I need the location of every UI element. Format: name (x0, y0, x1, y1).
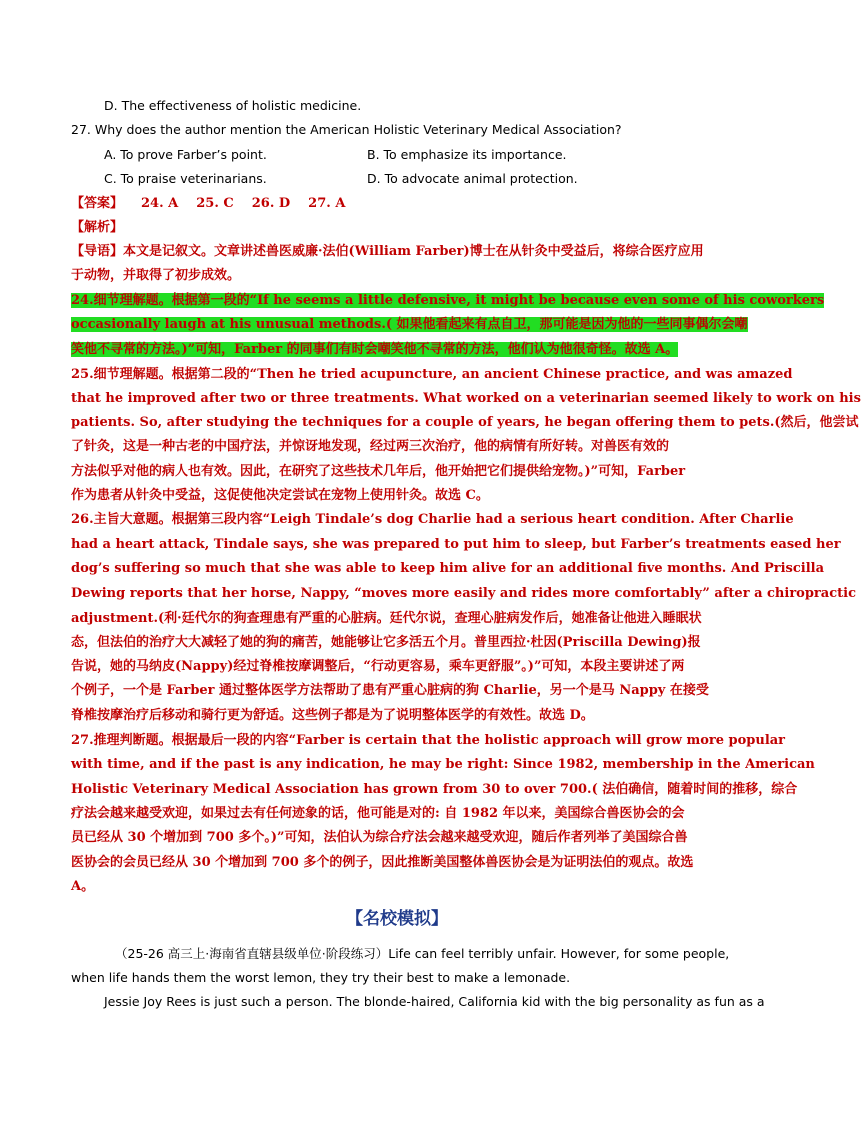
highlighted-text: occasionally laugh at his unusual methods.( 如果他看起来有点自卫，那可能是因为他的一些同事偶尔会嘲 (71, 317, 748, 332)
explanation-24-line (71, 291, 825, 311)
guide-text: 本文是记叙文。文章讲述兽医威廉·法伯(William Farber)博士在从针灸中受益后，将综合医疗应用 (123, 244, 704, 259)
guide-label: 【导语】 (71, 244, 124, 259)
explanation-24-line (71, 340, 723, 360)
guide-line-1 (71, 242, 723, 262)
explanation-26-line: 26.主旨大意题。根据第三段内容“Leigh Tindale’s dog Charlie had a serious heart condition. After Charlie (71, 512, 794, 527)
explanation-25-line: 方法似乎对他的病人也有效。因此，在研究了这些技术几年后，他开始把它们提供给宠物。)”可知，Farber (71, 464, 686, 479)
highlighted-text: 24.细节理解题。根据第一段的“If he seems a little defensive, it might be because even some of his coworkers (71, 293, 825, 308)
q27-question: 27. Why does the author mention the American Holistic Veterinary Medical Association? (71, 122, 622, 137)
explanation-24-line (71, 315, 748, 335)
q27-option-b: B. To emphasize its importance. (367, 147, 567, 162)
explanation-26-line: 态，但法伯的治疗大大减轻了她的狗的痛苦，她能够让它多活五个月。普里西拉·杜因(Priscilla Dewing)报 (71, 635, 701, 650)
explanation-27-line: with time, and if the past is any indication, he may be right: Since 1982, membership in the American (71, 757, 815, 772)
q27-option-c: C. To praise veterinarians. (104, 171, 267, 186)
passage-line: when life hands them the worst lemon, they try their best to make a lemonade. (71, 970, 571, 985)
answer-item: 27. A (308, 196, 346, 211)
passage-line: Jessie Joy Rees is just such a person. The blonde-haired, California kid with the big personality as fun as a (104, 994, 765, 1009)
analysis-label: 【解析】 (71, 220, 124, 235)
passage-line: （25-26 高三上·海南省直辖县级单位·阶段练习）Life can feel terribly unfair. However, for some people, (115, 946, 730, 961)
explanation-26-line: dog’s suffering so much that she was able to keep him alive for an additional five months. And Priscilla (71, 561, 825, 576)
explanation-25-line: patients. So, after studying the techniques for a couple of years, he began offering them to pets.(然后，他尝试 (71, 415, 859, 430)
q27-option-d: D. To advocate animal protection. (367, 171, 578, 186)
explanation-25-line: 25.细节理解题。根据第二段的“Then he tried acupuncture, an ancient Chinese practice, and was amazed (71, 367, 793, 382)
explanation-26-line: adjustment.(利·廷代尔的狗查理患有严重的心脏病。廷代尔说，查理心脏病发作后，她准备让他进入睡眠状 (71, 611, 702, 626)
explanation-27-line: 疗法会越来越受欢迎，如果过去有任何迹象的话，他可能是对的: 自 1982 年以来，美国综合兽医协会的会 (71, 806, 685, 821)
answer-item: 25. C (196, 196, 234, 211)
highlighted-text: 笑他不寻常的方法。)”可知，Farber 的同事们有时会嘲笑他不寻常的方法，他们认为他很奇怪。故选 A。 (71, 342, 679, 357)
explanation-27-line: 医协会的会员已经从 30 个增加到 700 多个的例子，因此推断美国整体兽医协会是为证明法伯的观点。故选 (71, 855, 694, 870)
explanation-25-line: 了针灸，这是一种古老的中国疗法，并惊讶地发现，经过两三次治疗，他的病情有所好转。对兽医有效的 (71, 439, 670, 454)
explanation-26-line: had a heart attack, Tindale says, she was prepared to put him to sleep, but Farber’s treatments eased her (71, 537, 841, 552)
explanation-26-line: Dewing reports that her horse, Nappy, “moves more easily and rides more comfortably” after a chiropractic (71, 586, 856, 601)
answer-label: 【答案】 (71, 196, 124, 211)
q27-option-a: A. To prove Farber’s point. (104, 147, 267, 162)
explanation-25-line: 作为患者从针灸中受益，这促使他决定尝试在宠物上使用针灸。故选 C。 (71, 488, 489, 503)
explanation-26-line: 个例子，一个是 Farber 通过整体医学方法帮助了患有严重心脏病的狗 Charlie，另一个是马 Nappy 在接受 (71, 683, 709, 698)
explanation-25-line: that he improved after two or three treatments. What worked on a veterinarian seemed likely to work on his (71, 391, 861, 406)
explanation-27-line: 27.推理判断题。根据最后一段的内容“Farber is certain that the holistic approach will grow more popular (71, 733, 786, 748)
q26-option-d: D. The effectiveness of holistic medicine. (104, 98, 362, 113)
answer-item: 24. A (141, 196, 179, 211)
explanation-26-line: 脊椎按摩治疗后移动和骑行更为舒适。这些例子都是为了说明整体医学的有效性。故选 D。 (71, 708, 594, 723)
section-title: 【名校模拟】 (346, 909, 448, 929)
guide-line-2: 于动物，并取得了初步成效。 (71, 268, 241, 283)
answer-item: 26. D (251, 196, 291, 211)
explanation-27-line: A。 (71, 879, 95, 894)
explanation-27-line: 员已经从 30 个增加到 700 多个。)”可知，法伯认为综合疗法会越来越受欢迎，随后作者列举了美国综合兽 (71, 830, 688, 845)
explanation-26-line: 告说，她的马纳皮(Nappy)经过脊椎按摩调整后，“行动更容易，乘车更舒服”。)”可知，本段主要讲述了两 (71, 659, 685, 674)
answer-line (71, 194, 723, 214)
explanation-27-line: Holistic Veterinary Medical Association has grown from 30 to over 700.( 法伯确信，随着时间的推移，综合 (71, 782, 798, 797)
